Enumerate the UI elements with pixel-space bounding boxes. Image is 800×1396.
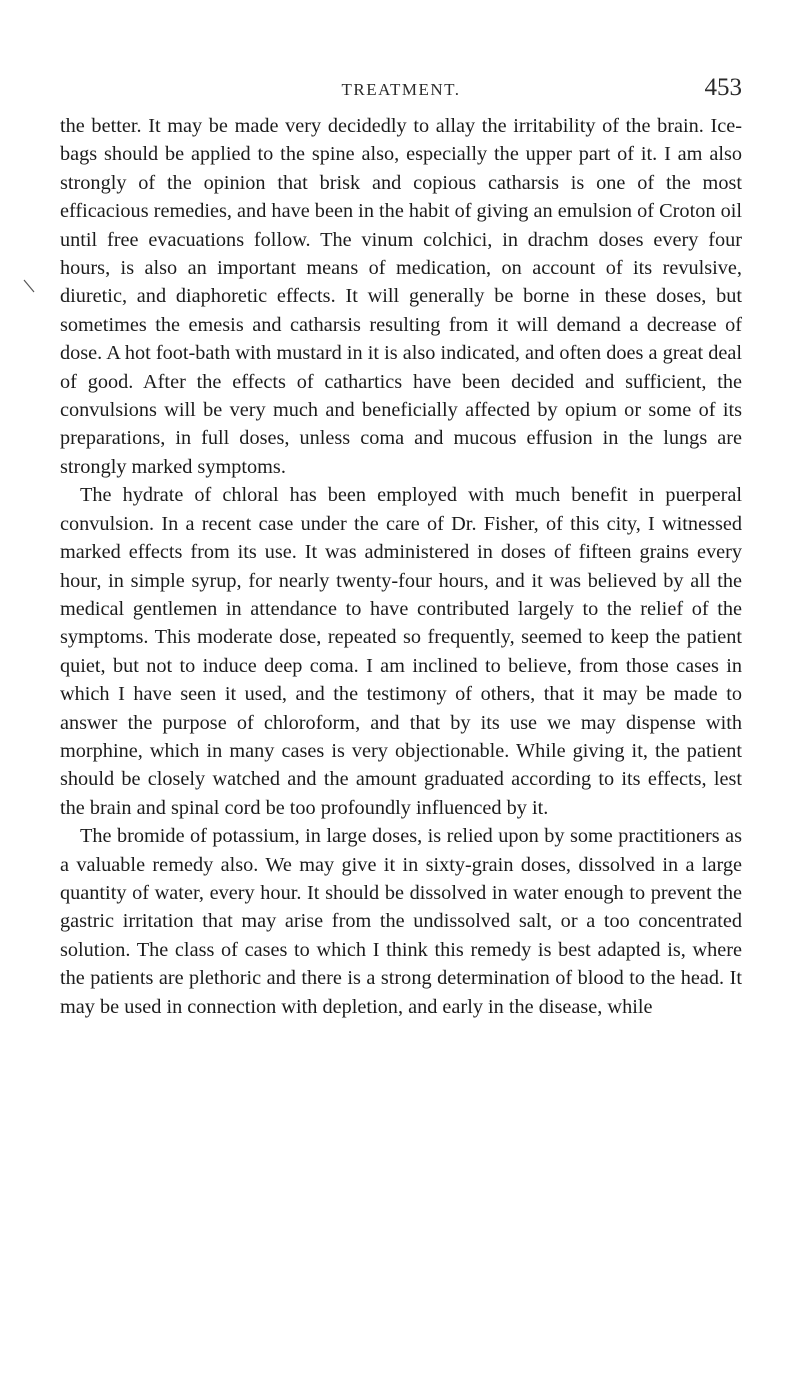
paragraph-3: The bromide of potassium, in large doses, is relied upon by some practitioners as a valuable remedy also. We may give it in sixty-grain doses, dissolved in a large quantity of water, every hour. It should be dissolved in water enough to prevent the gastric irritation that may arise from the undissolved salt, or a too concentrated solution. The class of cases to which I think this remedy is best adapted is, where the patients are plethoric and there is a strong determination of blood to the head. It may be used in connection with depletion, and early in the disease, while	[60, 825, 742, 1018]
paragraph-1: the better. It may be made very decidedly to allay the irritability of the brain. Ice-bags should be applied to the spine also, especially the upper part of it. I am also strongly of the opinion that brisk and copious catharsis is one of the most efficacious remedies, and have been in the habit of giving an emulsion of Croton oil until free evacuations follow. The vinum colchici, in drachm doses every four hours, is also an important means of medication, on account of its revulsive, diuretic, and diaphoretic effects. It will generally be borne in these doses, but sometimes the emesis and catharsis resulting from it will demand a decrease of dose. A hot foot-bath with mustard in it is also indicated, and often does a great deal of good. After the effects of cathartics have been decided and sufficient, the convulsions will be very much and beneficially affected by opium or some of its preparations, in full doses, unless coma and mucous effusion in the lungs are strongly marked symptoms.	[60, 115, 742, 478]
margin-mark-icon	[23, 279, 35, 293]
body-text	[60, 112, 742, 1021]
page-number: 453	[704, 74, 742, 101]
paragraph-2: The hydrate of chloral has been employed with much benefit in puerperal convulsion. In a recent case under the care of Dr. Fisher, of this city, I witnessed marked effects from its use. It was administered in doses of fifteen grains every hour, in simple syrup, for nearly twenty-four hours, and it was believed by all the medical gentlemen in attendance to have contributed largely to the relief of the symptoms. This moderate dose, repeated so frequently, seemed to keep the patient quiet, but not to induce deep coma. I am inclined to believe, from those cases in which I have seen it used, and the testimony of others, that it may be made to answer the purpose of chloroform, and that by its use we may dispense with morphine, which in many cases is very objectionable. While giving it, the patient should be closely watched and the amount graduated according to its effects, lest the brain and spinal cord be too profoundly influenced by it.	[60, 484, 742, 819]
running-head: TREATMENT.	[341, 80, 461, 99]
page-header	[60, 74, 742, 108]
